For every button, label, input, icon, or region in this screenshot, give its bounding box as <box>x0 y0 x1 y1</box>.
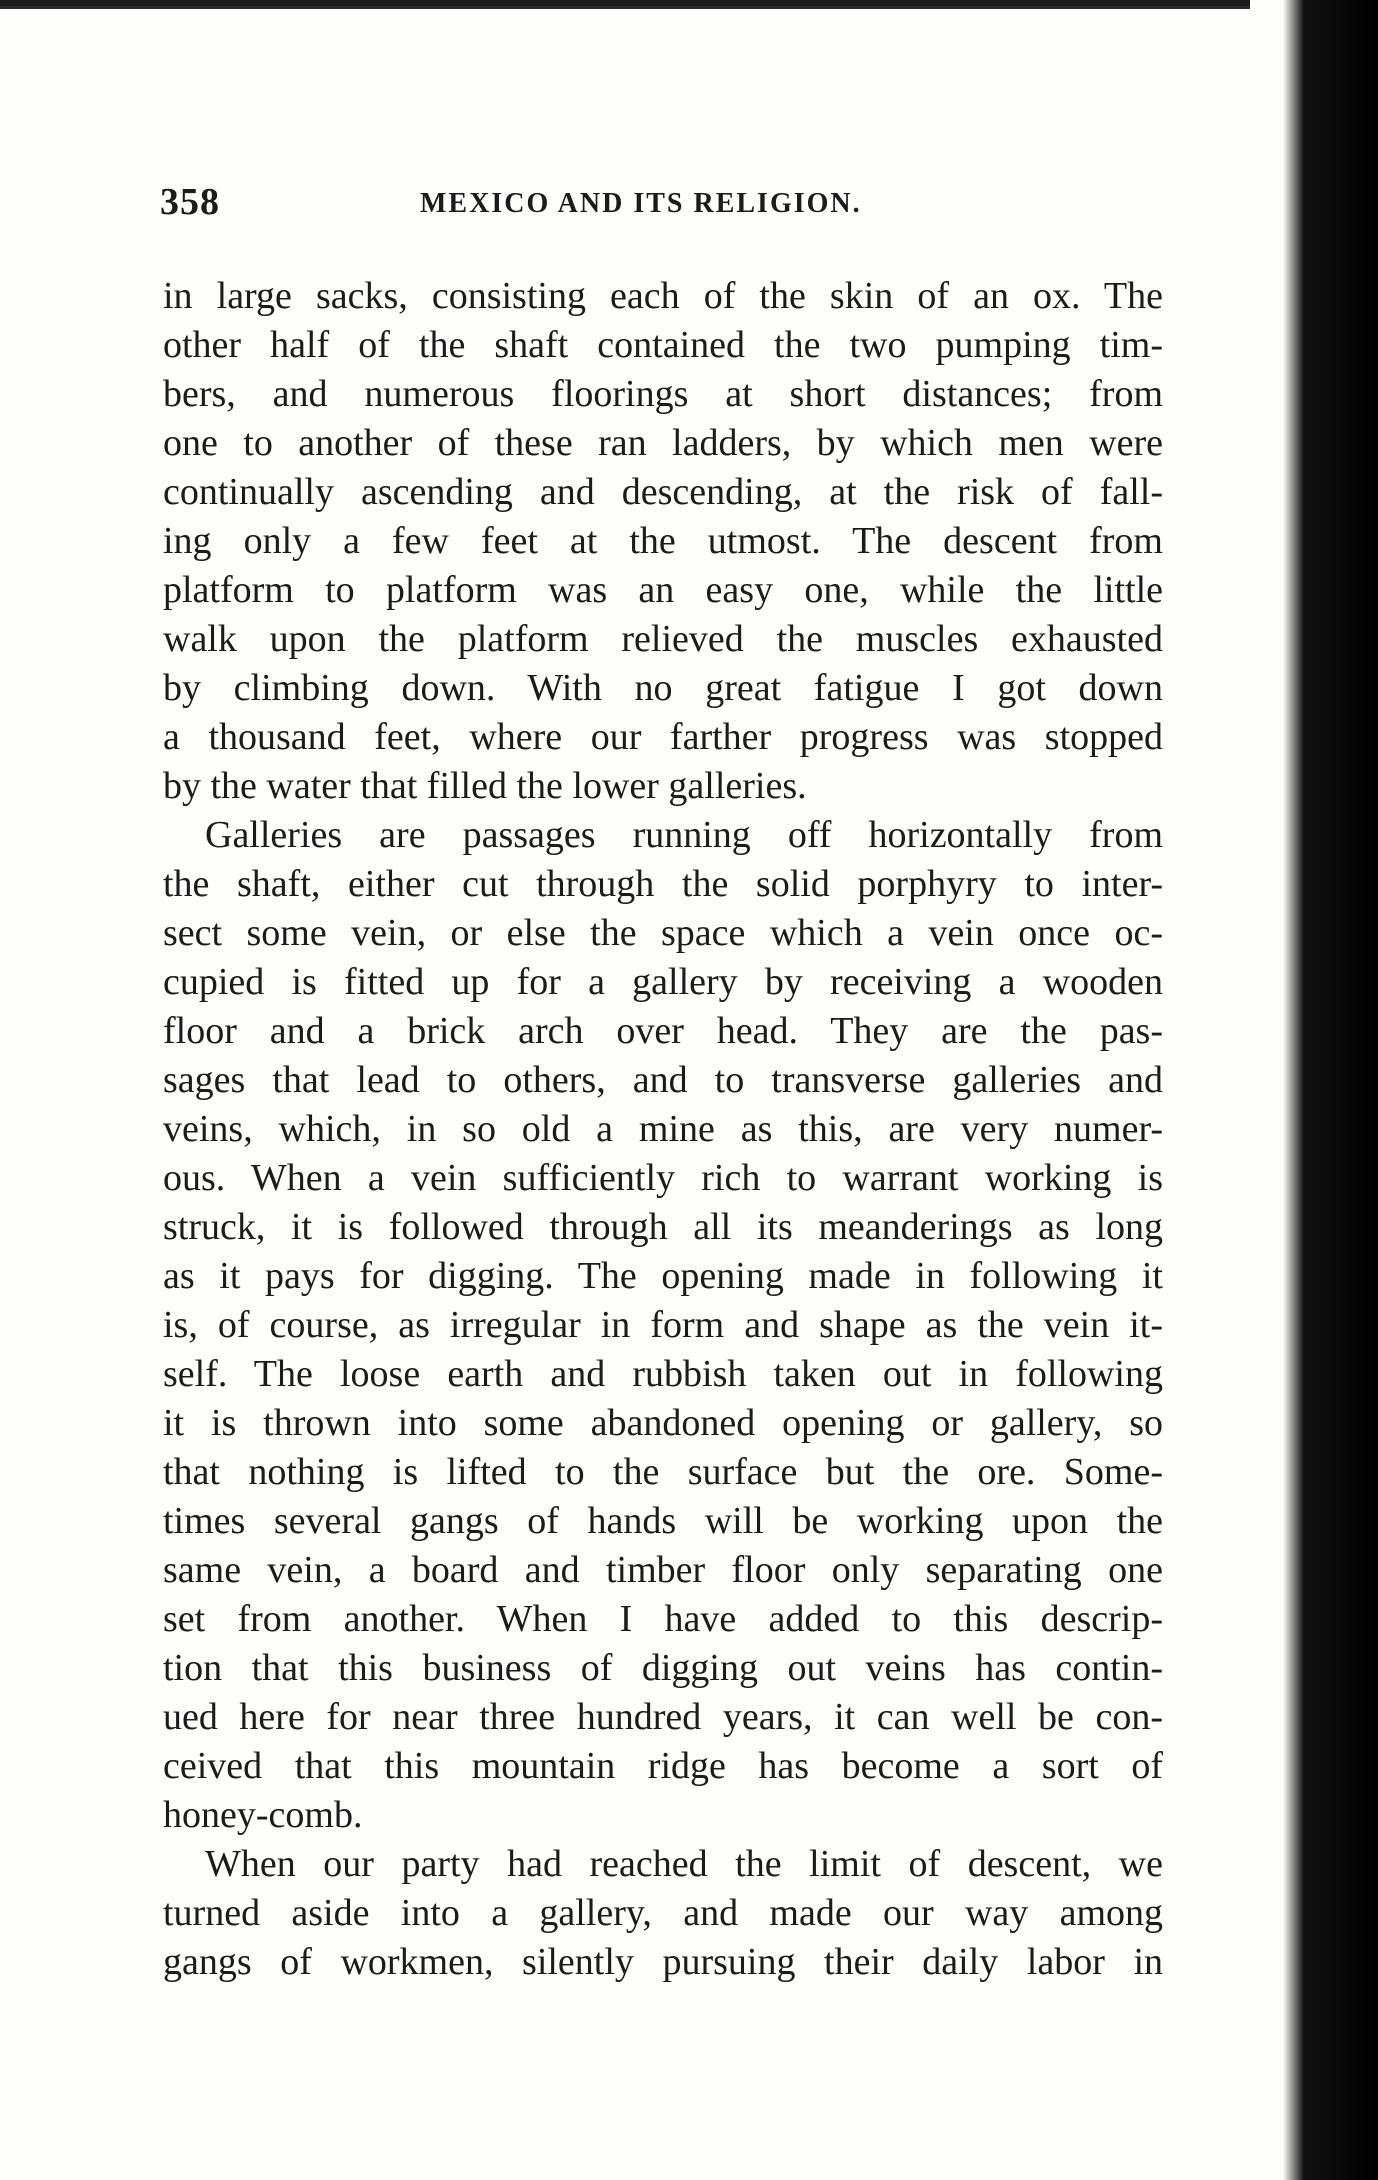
page-header <box>160 180 1160 240</box>
text-line: continually ascending and descending, at the risk of fall- <box>163 471 1163 513</box>
text-line: ing only a few feet at the utmost. The descent from <box>163 520 1163 562</box>
text-line: sect some vein, or else the space which a vein once oc- <box>163 912 1163 954</box>
text-line: it is thrown into some abandoned opening or gallery, so <box>163 1402 1163 1444</box>
page-number: 358 <box>160 181 220 223</box>
text-line: floor and a brick arch over head. They are the pas- <box>163 1010 1163 1052</box>
text-line: by the water that filled the lower galleries. <box>163 765 807 807</box>
text-line: the shaft, either cut through the solid porphyry to inter- <box>163 863 1163 905</box>
text-line: tion that this business of digging out veins has contin- <box>163 1647 1163 1689</box>
binding-shadow <box>1283 0 1378 2180</box>
text-line: ued here for near three hundred years, it can well be con- <box>163 1696 1163 1738</box>
text-line: platform to platform was an easy one, while the little <box>163 569 1163 611</box>
text-line: gangs of workmen, silently pursuing their daily labor in <box>163 1941 1163 1983</box>
text-line: struck, it is followed through all its meanderings as long <box>163 1206 1163 1248</box>
text-line: set from another. When I have added to this descrip- <box>163 1598 1163 1640</box>
text-line: bers, and numerous floorings at short distances; from <box>163 373 1163 415</box>
text-line: sages that lead to others, and to transverse galleries and <box>163 1059 1163 1101</box>
text-line: cupied is fitted up for a gallery by receiving a wooden <box>163 961 1163 1003</box>
text-line: in large sacks, consisting each of the skin of an ox. The <box>163 275 1163 317</box>
text-line: walk upon the platform relieved the muscles exhausted <box>163 618 1163 660</box>
text-line: by climbing down. With no great fatigue I got down <box>163 667 1163 709</box>
text-line: is, of course, as irregular in form and shape as the vein it- <box>163 1304 1163 1346</box>
text-line: other half of the shaft contained the two pumping tim- <box>163 324 1163 366</box>
text-line: times several gangs of hands will be working upon the <box>163 1500 1163 1542</box>
text-line: one to another of these ran ladders, by which men were <box>163 422 1163 464</box>
text-line: self. The loose earth and rubbish taken out in following <box>163 1353 1163 1395</box>
text-line: as it pays for digging. The opening made in following it <box>163 1255 1163 1297</box>
page-top-edge <box>0 0 1250 16</box>
running-head: MEXICO AND ITS RELIGION. <box>420 188 862 219</box>
body-text <box>163 272 1163 1987</box>
text-line: turned aside into a gallery, and made our way among <box>163 1892 1163 1934</box>
text-line: Galleries are passages running off horizontally from <box>205 814 1163 856</box>
text-line: ous. When a vein sufficiently rich to warrant working is <box>163 1157 1163 1199</box>
text-line: that nothing is lifted to the surface but the ore. Some- <box>163 1451 1163 1493</box>
text-line: honey-comb. <box>163 1794 363 1836</box>
text-line: a thousand feet, where our farther progress was stopped <box>163 716 1163 758</box>
text-line: same vein, a board and timber floor only separating one <box>163 1549 1163 1591</box>
text-line: ceived that this mountain ridge has become a sort of <box>163 1745 1163 1787</box>
text-line: When our party had reached the limit of descent, we <box>205 1843 1163 1885</box>
text-line: veins, which, in so old a mine as this, are very numer- <box>163 1108 1163 1150</box>
